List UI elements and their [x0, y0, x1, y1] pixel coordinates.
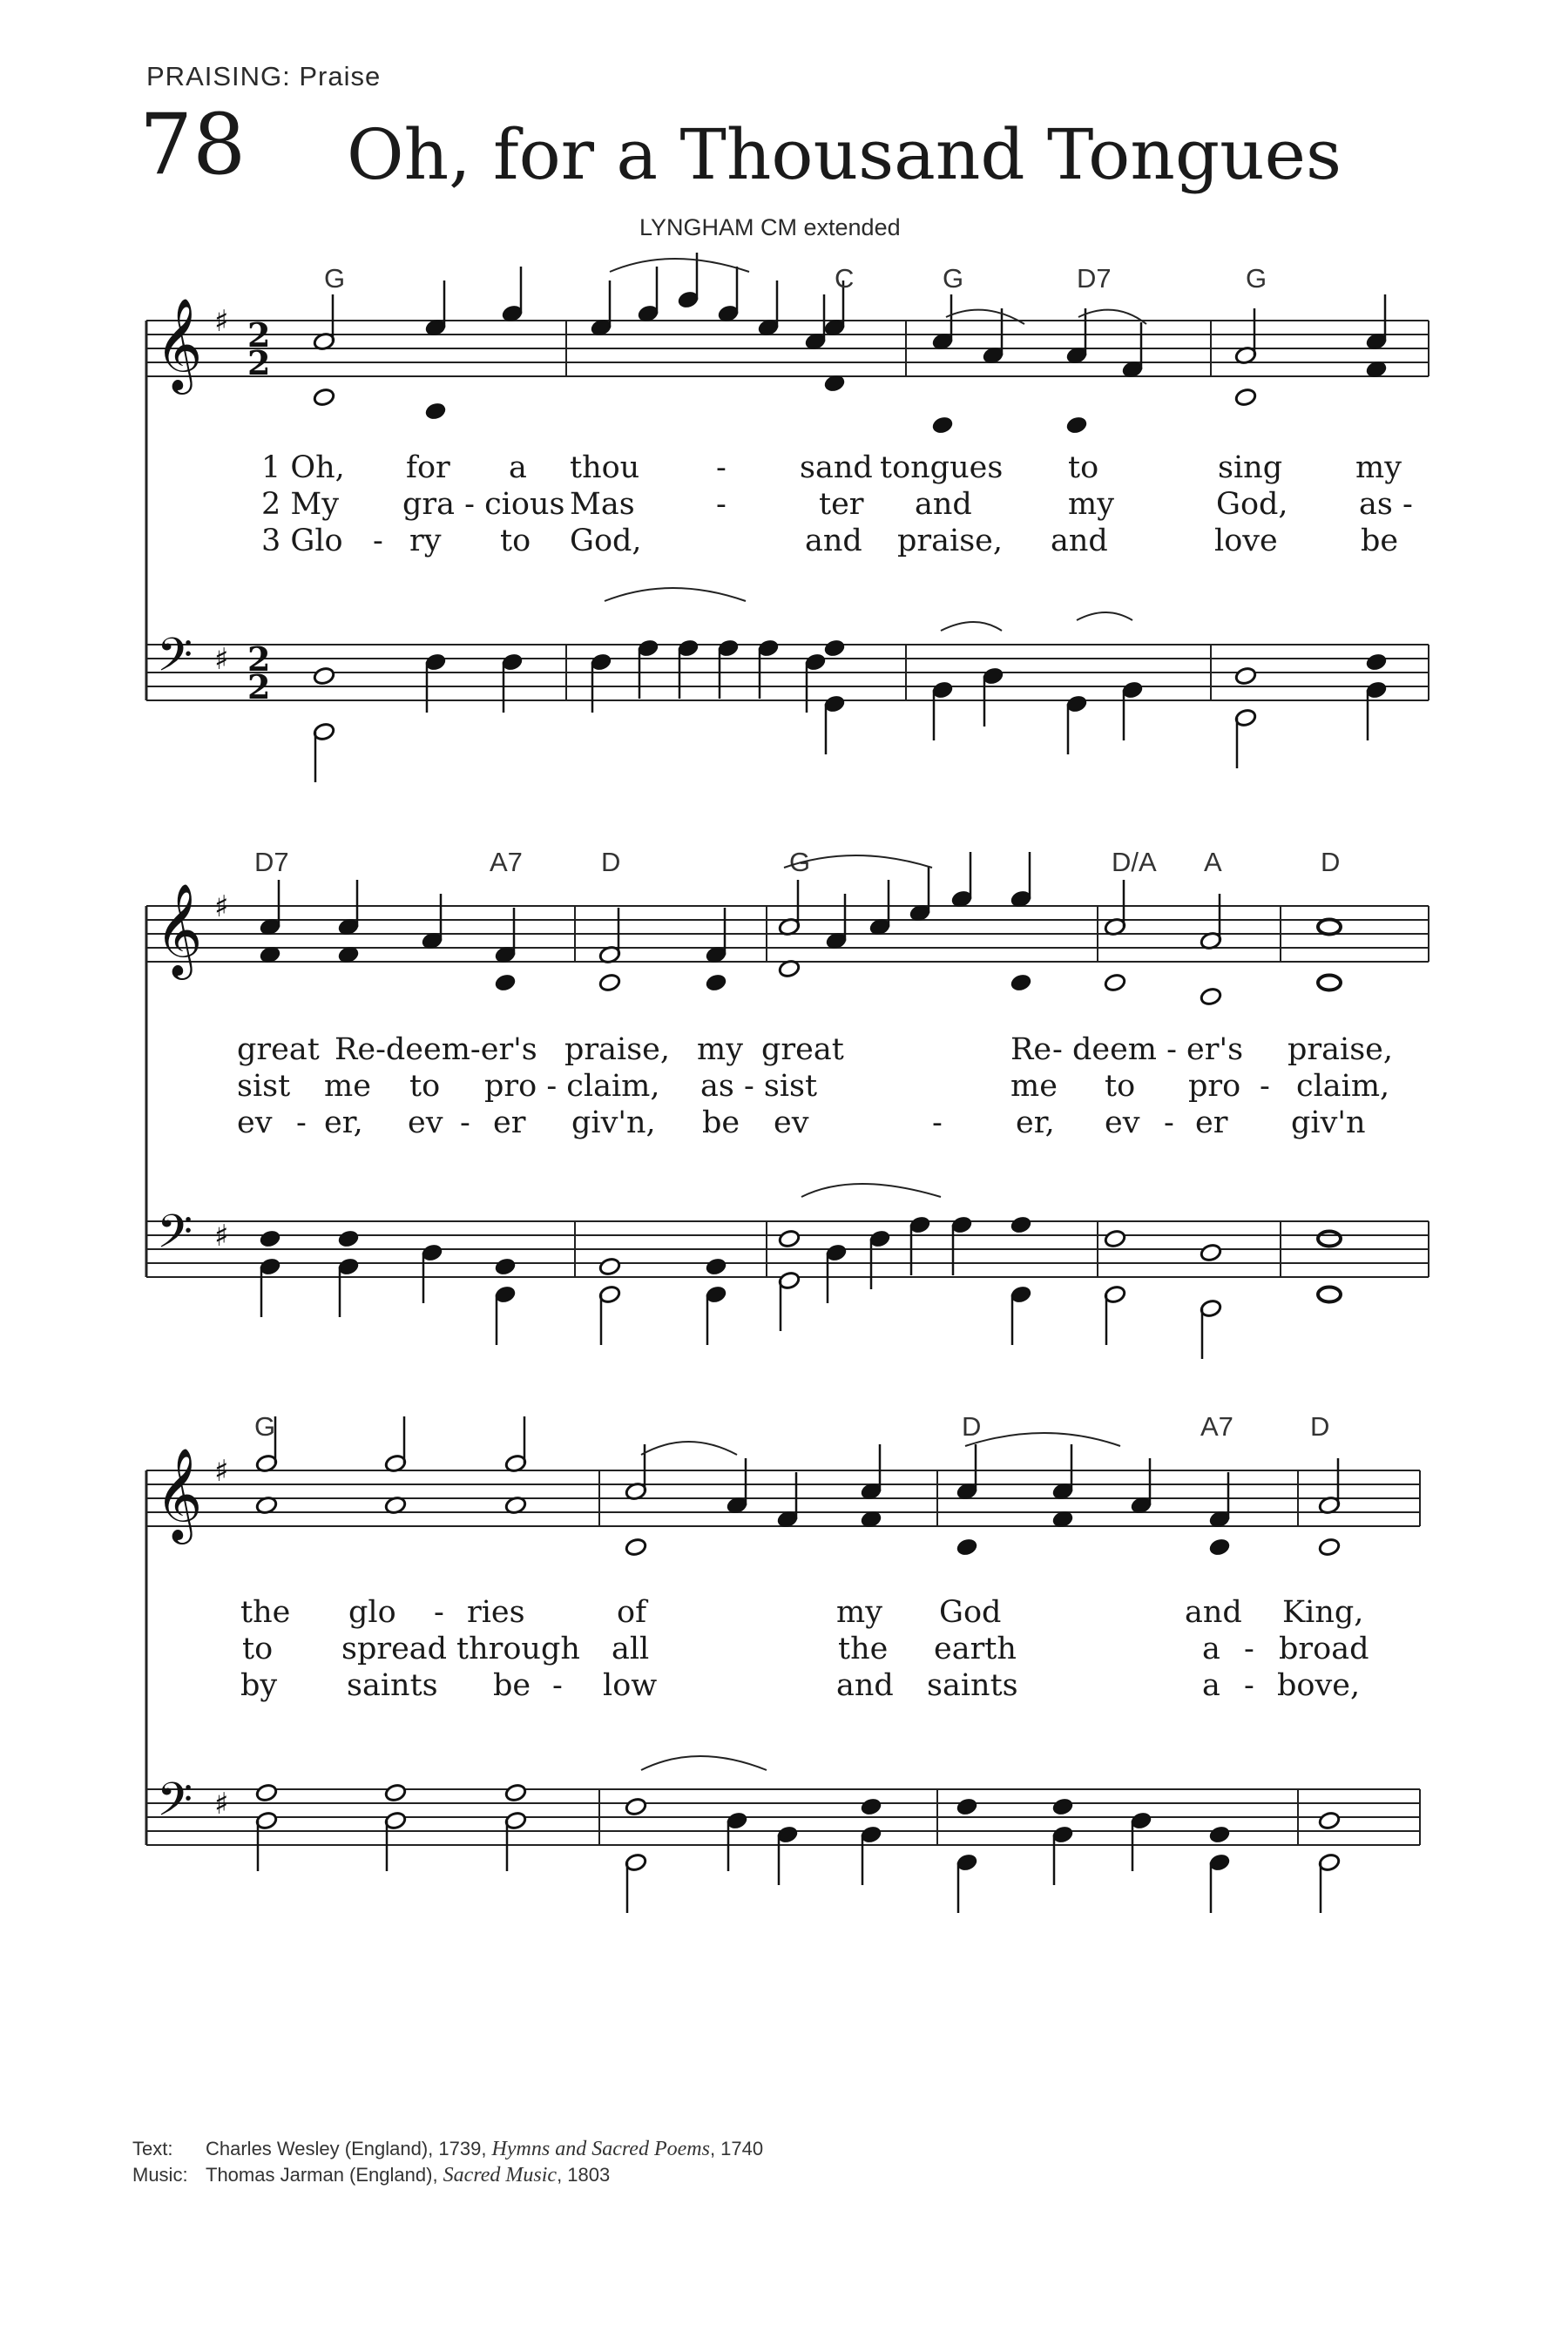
- verse-3-lyrics: [237, 1105, 1366, 1140]
- lyric-syllable: claim,: [1296, 1069, 1390, 1104]
- note-head: [1318, 976, 1341, 990]
- verse-2-lyrics: [242, 1632, 1369, 1666]
- lyric-syllable: -: [296, 1105, 307, 1140]
- lyric-syllable: all: [612, 1632, 650, 1666]
- lyric-syllable: sing: [1218, 450, 1283, 485]
- lyric-syllable: my: [1355, 450, 1402, 485]
- lyric-syllable: -: [716, 450, 727, 485]
- bass-clef-icon: 𝄢: [157, 629, 193, 693]
- lyric-syllable: great: [761, 1032, 844, 1067]
- music-credit-role: Music:: [132, 2164, 188, 2186]
- lyric-syllable: -: [1244, 1632, 1254, 1666]
- note-head: [384, 1783, 407, 1803]
- lyric-syllable: er,: [324, 1105, 363, 1140]
- chord-symbol: G: [789, 847, 811, 877]
- hymn-number: 78: [139, 96, 247, 193]
- treble-clef-icon: 𝄞: [155, 1447, 203, 1540]
- verse-1-lyrics: [240, 1595, 1363, 1630]
- system-1: [146, 253, 1429, 782]
- note-head: [778, 1229, 801, 1249]
- note-head: [1318, 1538, 1341, 1558]
- lyric-syllable: King,: [1282, 1595, 1364, 1630]
- lyric-syllable: saints: [347, 1668, 438, 1703]
- lyric-syllable: giv'n,: [571, 1105, 656, 1140]
- note-head: [598, 1257, 621, 1277]
- music-credit-source: Sacred Music: [443, 2164, 558, 2186]
- lyric-syllable: ev: [1105, 1105, 1140, 1140]
- time-signature-bottom: 2: [247, 343, 271, 382]
- chord-symbol: A7: [490, 847, 523, 877]
- tune-name: LYNGHAM CM extended: [639, 214, 901, 240]
- music-credit-composer: Thomas Jarman (England),: [206, 2164, 443, 2186]
- lyric-syllable: thou: [570, 450, 640, 485]
- note-head: [1104, 1229, 1126, 1249]
- verse-3-lyrics: [240, 1668, 1360, 1703]
- lyric-syllable: to: [1105, 1069, 1136, 1104]
- lyric-syllable: low: [603, 1668, 658, 1703]
- time-signature-treble: [247, 315, 270, 382]
- note-head: [1208, 1538, 1231, 1558]
- lyric-syllable: pro - claim,: [484, 1069, 660, 1104]
- lyric-syllable: bove,: [1277, 1668, 1361, 1703]
- note-head: [259, 1229, 281, 1249]
- lyric-syllable: -: [716, 487, 727, 522]
- slur: [610, 259, 749, 272]
- lyric-syllable: to: [500, 524, 531, 558]
- chord-symbol: D: [1310, 1411, 1330, 1442]
- sharp-icon: ♯: [214, 889, 229, 924]
- lyric-syllable: God: [939, 1595, 1002, 1630]
- sharp-icon: ♯: [214, 1454, 229, 1489]
- lyric-syllable: to: [242, 1632, 274, 1666]
- lyric-syllable: -: [1260, 1069, 1270, 1104]
- treble-clef-icon: 𝄞: [155, 882, 203, 976]
- credits: [132, 2136, 763, 2188]
- lyric-syllable: -: [373, 524, 383, 558]
- note-head: [956, 1797, 978, 1817]
- note-head: [1200, 987, 1222, 1007]
- lyric-syllable: giv'n: [1291, 1105, 1366, 1140]
- verse-2-lyrics: [237, 1069, 1389, 1104]
- lyric-syllable: as -: [1359, 487, 1413, 522]
- lyric-syllable: ter: [819, 487, 864, 522]
- note-head: [1051, 1797, 1074, 1817]
- lyric-syllable: -: [1164, 1105, 1174, 1140]
- note-head: [494, 1257, 517, 1277]
- lyric-syllable: ries: [467, 1595, 525, 1630]
- lyric-syllable: -: [434, 1595, 444, 1630]
- lyric-syllable: a: [1202, 1632, 1220, 1666]
- lyric-syllable: 2 My: [261, 487, 340, 522]
- slur: [641, 1442, 737, 1455]
- verse-3-lyrics: [261, 524, 1398, 558]
- lyric-syllable: be: [493, 1668, 531, 1703]
- note-head: [1104, 973, 1126, 993]
- slur: [1078, 310, 1146, 324]
- note-head: [255, 1783, 278, 1803]
- lyric-syllable: and: [1185, 1595, 1242, 1630]
- slur: [641, 1756, 767, 1770]
- lyric-syllable: my: [697, 1032, 743, 1067]
- chord-symbol: D: [601, 847, 621, 877]
- lyric-syllable: through: [456, 1632, 580, 1666]
- text-credit-role: Text:: [132, 2138, 173, 2159]
- lyric-syllable: pro: [1188, 1069, 1241, 1104]
- note-head: [313, 666, 335, 686]
- slur: [605, 588, 746, 601]
- lyric-syllable: praise,: [897, 524, 1003, 558]
- lyric-syllable: and: [915, 487, 972, 522]
- note-head: [313, 388, 335, 408]
- note-head: [931, 416, 954, 436]
- bass-clef-icon: 𝄢: [157, 1206, 193, 1270]
- text-credit-year: , 1740: [709, 2138, 764, 2159]
- chord-symbol: D/A: [1112, 847, 1157, 877]
- note-head: [1010, 1215, 1032, 1235]
- lyric-syllable: the: [838, 1632, 889, 1666]
- note-head: [1365, 652, 1388, 672]
- lyric-syllable: ev: [774, 1105, 809, 1140]
- note-head: [1200, 1243, 1222, 1263]
- sharp-icon: ♯: [214, 1787, 229, 1821]
- lyric-syllable: praise,: [1288, 1032, 1393, 1067]
- note-head: [337, 1229, 360, 1249]
- sharp-icon: ♯: [214, 1219, 229, 1254]
- verse-2-lyrics: [261, 487, 1413, 522]
- lyric-syllable: my: [1068, 487, 1114, 522]
- system-3: [146, 1411, 1420, 1913]
- chord-symbol: A: [1204, 847, 1222, 877]
- lyric-syllable: ev: [237, 1105, 273, 1140]
- note-head: [1318, 1811, 1341, 1831]
- time-signature-bottom: 2: [247, 667, 271, 706]
- lyric-syllable: the: [240, 1595, 291, 1630]
- music-credit-year: , 1803: [557, 2164, 611, 2186]
- note-head: [625, 1538, 647, 1558]
- lyric-syllable: er,: [1016, 1105, 1055, 1140]
- lyric-syllable: glo: [348, 1595, 396, 1630]
- bass-staff: [146, 645, 1429, 700]
- lyric-syllable: gra - cious: [402, 487, 565, 522]
- lyric-syllable: a: [1202, 1668, 1220, 1703]
- lyric-syllable: God,: [1216, 487, 1288, 522]
- chord-symbol: G: [943, 263, 964, 294]
- note-head: [424, 402, 447, 422]
- note-head: [705, 1257, 727, 1277]
- lyric-syllable: a: [509, 450, 527, 485]
- lyric-syllable: ry: [409, 524, 442, 558]
- lyric-syllable: Re: [1010, 1032, 1052, 1067]
- hymn-title: Oh, for a Thousand Tongues: [347, 114, 1342, 195]
- bass-clef-icon: 𝄢: [157, 1774, 193, 1838]
- note-head: [1208, 1825, 1231, 1845]
- lyric-syllable: as - sist: [700, 1069, 818, 1104]
- note-head: [1318, 920, 1341, 935]
- lyric-syllable: be: [702, 1105, 740, 1140]
- lyric-syllable: to: [409, 1069, 441, 1104]
- lyric-syllable: and: [1051, 524, 1108, 558]
- lyric-syllable: love: [1214, 524, 1278, 558]
- text-credit-author: Charles Wesley (England), 1739,: [206, 2138, 492, 2159]
- slur: [965, 1433, 1120, 1446]
- note-head: [956, 1538, 978, 1558]
- lyric-syllable: sist: [237, 1069, 291, 1104]
- slur: [946, 310, 1024, 324]
- chord-symbol: C: [835, 263, 855, 294]
- sharp-icon: ♯: [214, 642, 229, 677]
- chord-symbol: A7: [1200, 1411, 1233, 1442]
- lyric-syllable: er: [493, 1105, 526, 1140]
- lyric-syllable: Re-deem-er's: [335, 1032, 537, 1067]
- chord-symbol: D7: [254, 847, 289, 877]
- verse-1-lyrics: [237, 1032, 1393, 1067]
- note-head: [1234, 666, 1257, 686]
- section-label: PRAISING: Praise: [146, 61, 382, 91]
- lyric-syllable: and: [805, 524, 862, 558]
- system-2: [146, 847, 1429, 1359]
- lyric-syllable: earth: [934, 1632, 1017, 1666]
- note-head: [625, 1797, 647, 1817]
- lyric-syllable: to: [1068, 450, 1099, 485]
- lyric-syllable: my: [836, 1595, 882, 1630]
- note-head: [1318, 1288, 1341, 1302]
- lyric-syllable: be: [1361, 524, 1399, 558]
- note-head: [598, 973, 621, 993]
- note-head: [1065, 416, 1088, 436]
- time-signature-bass: [247, 639, 270, 706]
- lyric-syllable: -: [460, 1105, 470, 1140]
- lyric-syllable: tongues: [880, 450, 1004, 485]
- note-head: [860, 1797, 882, 1817]
- chord-symbol: D7: [1077, 263, 1112, 294]
- chord-symbol: D: [1321, 847, 1341, 877]
- slur: [941, 622, 1002, 631]
- lyric-syllable: - deem - er's: [1052, 1032, 1244, 1067]
- chord-symbol: G: [324, 263, 346, 294]
- lyric-syllable: me: [324, 1069, 371, 1104]
- treble-clef-icon: 𝄞: [155, 297, 203, 390]
- lyric-syllable: -: [1244, 1668, 1254, 1703]
- note-head: [1234, 388, 1257, 408]
- sharp-icon: ♯: [214, 304, 229, 339]
- slur: [1077, 612, 1132, 620]
- lyric-syllable: God,: [570, 524, 642, 558]
- lyric-syllable: -: [552, 1668, 563, 1703]
- lyric-syllable: me: [1010, 1069, 1058, 1104]
- lyric-syllable: of: [617, 1595, 647, 1630]
- lyric-syllable: -: [932, 1105, 943, 1140]
- lyric-syllable: great: [237, 1032, 320, 1067]
- lyric-syllable: Mas: [570, 487, 635, 522]
- treble-staff: [146, 321, 1429, 376]
- chord-symbol: D: [962, 1411, 982, 1442]
- time-signature-top: 2: [247, 639, 271, 679]
- note-head: [494, 973, 517, 993]
- music-credit: [132, 2162, 763, 2188]
- text-credit-source: Hymns and Sacred Poems: [491, 2138, 710, 2160]
- note-head: [1318, 1232, 1341, 1247]
- lyric-syllable: for: [406, 450, 450, 485]
- slur: [801, 1184, 941, 1197]
- lyric-syllable: er: [1195, 1105, 1228, 1140]
- note-head: [705, 973, 727, 993]
- lyric-syllable: and: [836, 1668, 894, 1703]
- note-head: [823, 639, 846, 659]
- text-credit: [132, 2136, 763, 2162]
- lyric-syllable: 3 Glo: [261, 524, 343, 558]
- lyric-syllable: saints: [927, 1668, 1018, 1703]
- lyric-syllable: 1 Oh,: [261, 450, 345, 485]
- note-head: [504, 1783, 527, 1803]
- lyric-syllable: praise,: [564, 1032, 670, 1067]
- lyric-syllable: spread: [341, 1632, 448, 1666]
- chord-symbol: G: [1246, 263, 1267, 294]
- chord-symbol: G: [254, 1411, 276, 1442]
- lyric-syllable: ev: [408, 1105, 443, 1140]
- verse-1-lyrics: [261, 450, 1402, 485]
- lyric-syllable: by: [240, 1668, 278, 1703]
- time-signature-top: 2: [247, 315, 271, 355]
- lyric-syllable: sand: [800, 450, 873, 485]
- lyric-syllable: broad: [1279, 1632, 1369, 1666]
- note-head: [1010, 973, 1032, 993]
